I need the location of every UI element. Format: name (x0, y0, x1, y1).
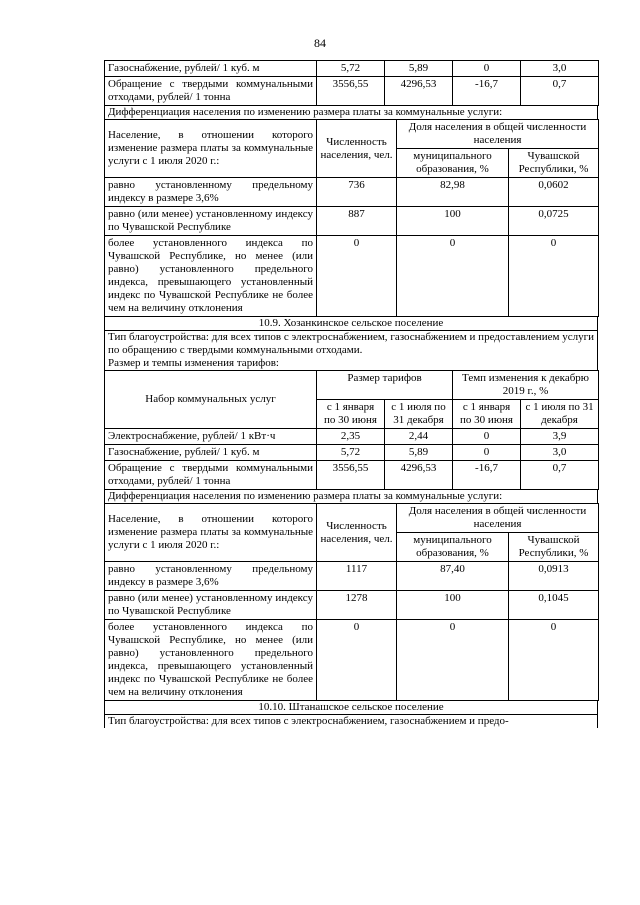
diff-header-population: Население, в отношении которого изменение размера платы за коммунальные услуги с 1 июля 2020 г.: (105, 120, 317, 178)
service-name: Обращение с твердыми коммунальными отходами, рублей/ 1 тонна (105, 77, 317, 106)
service-name: Газоснабжение, рублей/ 1 куб. м (105, 61, 317, 77)
table-row (105, 236, 599, 317)
tariff-jan: 5,72 (317, 61, 385, 77)
tariff-jan: 3556,55 (317, 461, 385, 490)
service-name: Обращение с твердыми коммунальными отходами, рублей/ 1 тонна (105, 461, 317, 490)
diff-header-share: Доля населения в общей численности населения (397, 504, 599, 533)
rate-jan: -16,7 (453, 461, 521, 490)
diff-rep: 0 (509, 236, 599, 317)
diff-count: 736 (317, 178, 397, 207)
diff-header-rep: Чувашской Республики, % (509, 149, 599, 178)
diff-mun: 82,98 (397, 178, 509, 207)
improvement-type: Тип благоустройства: для всех типов с электроснабжением, газоснабжением и предо- (104, 714, 598, 728)
diff-mun: 0 (397, 620, 509, 701)
diff-header-rep: Чувашской Республики, % (509, 533, 599, 562)
tariff-header-rate: Темп изменения к декабрю 2019 г., % (453, 371, 599, 400)
diff-title: Дифференциация населения по изменению размера платы за коммунальные услуги: (104, 490, 598, 503)
diff-header-share: Доля населения в общей численности населения (397, 120, 599, 149)
rate-header-jan: с 1 января по 30 июня (453, 400, 521, 429)
diff-rep: 0 (509, 620, 599, 701)
diff-label: равно (или менее) установленному индексу по Чувашской Республике (105, 207, 317, 236)
table-row (105, 461, 599, 490)
tariff-header-jul: с 1 июля по 31 декабря (385, 400, 453, 429)
tariff-table-2 (104, 370, 599, 490)
rate-jul: 0,7 (521, 77, 599, 106)
diff-count: 0 (317, 620, 397, 701)
tariff-jan: 5,72 (317, 445, 385, 461)
tariff-jan: 3556,55 (317, 77, 385, 106)
diff-label: более установленного индекса по Чувашской Республике, но менее (или равно) установленного предельного индекса, превышающего установленный индекс по Чувашской Республике не более чем на величину отклонения (105, 620, 317, 701)
table-row (105, 620, 599, 701)
diff-count: 0 (317, 236, 397, 317)
rate-jan: -16,7 (453, 77, 521, 106)
table-row (105, 429, 599, 445)
rate-jan: 0 (453, 445, 521, 461)
diff-label: равно (или менее) установленному индексу по Чувашской Республике (105, 591, 317, 620)
table-row (105, 61, 599, 77)
diff-header-mun: муниципального образования, % (397, 149, 509, 178)
document-content (104, 60, 598, 728)
rate-header-jul: с 1 июля по 31 декабря (521, 400, 599, 429)
diff-mun: 87,40 (397, 562, 509, 591)
tariff-title: Размер и темпы изменения тарифов: (104, 357, 598, 370)
tariff-header-service: Набор коммунальных услуг (105, 371, 317, 429)
diff-rep: 0,1045 (509, 591, 599, 620)
table-row (105, 445, 599, 461)
table-row (105, 562, 599, 591)
diff-header-population: Население, в отношении которого изменение размера платы за коммунальные услуги с 1 июля 2020 г.: (105, 504, 317, 562)
diff-mun: 100 (397, 591, 509, 620)
diff-count: 1117 (317, 562, 397, 591)
section-title: 10.10. Штанашское сельское поселение (104, 701, 598, 714)
tariff-table-continued (104, 60, 599, 106)
tariff-jan: 2,35 (317, 429, 385, 445)
diff-rep: 0,0725 (509, 207, 599, 236)
tariff-jul: 4296,53 (385, 461, 453, 490)
tariff-jul: 2,44 (385, 429, 453, 445)
diff-label: более установленного индекса по Чувашской Республике, но менее (или равно) установленного предельного индекса, превышающего установленный индекс по Чувашской Республике не более чем на величину отклонения (105, 236, 317, 317)
service-name: Газоснабжение, рублей/ 1 куб. м (105, 445, 317, 461)
diff-table-1 (104, 119, 599, 317)
rate-jul: 3,0 (521, 445, 599, 461)
tariff-jul: 4296,53 (385, 77, 453, 106)
diff-header-mun: муниципального образования, % (397, 533, 509, 562)
table-row (105, 591, 599, 620)
tariff-header-jan: с 1 января по 30 июня (317, 400, 385, 429)
diff-header-count: Численность населения, чел. (317, 120, 397, 178)
diff-title: Дифференциация населения по изменению размера платы за коммунальные услуги: (104, 106, 598, 119)
diff-header-count: Численность населения, чел. (317, 504, 397, 562)
diff-count: 887 (317, 207, 397, 236)
table-row (105, 207, 599, 236)
diff-mun: 100 (397, 207, 509, 236)
section-title: 10.9. Хозанкинское сельское поселение (104, 317, 598, 330)
table-row (105, 178, 599, 207)
diff-table-2 (104, 503, 599, 701)
page-number: 84 (314, 36, 326, 50)
diff-label: равно установленному предельному индексу в размере 3,6% (105, 562, 317, 591)
diff-mun: 0 (397, 236, 509, 317)
diff-rep: 0,0602 (509, 178, 599, 207)
diff-label: равно установленному предельному индексу в размере 3,6% (105, 178, 317, 207)
table-row (105, 77, 599, 106)
rate-jul: 3,0 (521, 61, 599, 77)
tariff-header-size: Размер тарифов (317, 371, 453, 400)
tariff-jul: 5,89 (385, 445, 453, 461)
rate-jan: 0 (453, 61, 521, 77)
service-name: Электроснабжение, рублей/ 1 кВт·ч (105, 429, 317, 445)
diff-rep: 0,0913 (509, 562, 599, 591)
tariff-jul: 5,89 (385, 61, 453, 77)
rate-jul: 3,9 (521, 429, 599, 445)
rate-jan: 0 (453, 429, 521, 445)
improvement-type: Тип благоустройства: для всех типов с электроснабжением, газоснабжением и предоставлением услуги по обращению с твердыми коммунальными отходами. (104, 330, 598, 357)
rate-jul: 0,7 (521, 461, 599, 490)
diff-count: 1278 (317, 591, 397, 620)
